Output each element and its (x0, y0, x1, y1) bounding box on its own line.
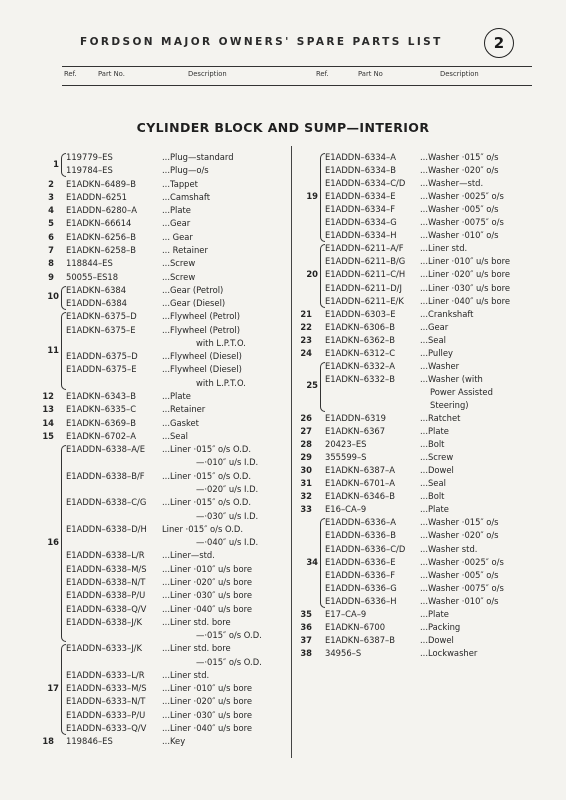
part-description: ...Liner ·030″ u/s bore (162, 709, 252, 720)
part-number: E1ADDN–6211–D/J (325, 282, 402, 293)
part-description: ...Flywheel (Petrol) (162, 324, 240, 335)
part-number: E1ADKN–6335–C (66, 404, 137, 415)
group-bracket (320, 362, 325, 412)
part-number: E1ADDN–6211–C/H (325, 269, 406, 280)
ref-number: 21 (300, 308, 312, 319)
parts-row (0, 151, 566, 164)
part-description: ...Plate (420, 504, 449, 515)
part-description: —·030″ u/s I.D. (196, 510, 259, 521)
part-number: E1ADDN–6333–P/U (66, 709, 146, 720)
ref-number: 27 (300, 426, 312, 437)
part-number: E1ADKN–6375–D (66, 311, 137, 322)
parts-row (0, 255, 566, 268)
part-description: ...Liner ·010″ u/s bore (162, 683, 252, 694)
parts-row (0, 490, 566, 503)
parts-row (0, 503, 566, 516)
part-description: ...Plate (162, 205, 191, 216)
part-description: ...Plug—o/s (162, 165, 209, 176)
part-number: E1ADDN–6338–B/F (66, 470, 145, 481)
part-number: E1ADDN–6333–N/T (66, 696, 146, 707)
part-number: E1ADDN–6338–M/S (66, 563, 147, 574)
part-description: Power Assisted (430, 386, 493, 397)
part-description: ...Gear (162, 218, 191, 229)
parts-row (0, 399, 566, 412)
part-description: ...Liner ·010″ u/s bore (420, 256, 510, 267)
parts-row (0, 386, 566, 399)
part-number: E1ADDN–6336–F (325, 569, 396, 580)
part-number: E1ADKN–6312–C (325, 347, 396, 358)
part-number: E17–CA–9 (325, 608, 367, 619)
parts-row (0, 722, 566, 735)
part-description: ...Washer ·0025″ o/s (420, 556, 504, 567)
ref-number: 18 (42, 736, 54, 747)
part-description: ...Liner ·040″ u/s bore (162, 723, 252, 734)
part-number: E1ADKN–6702–A (66, 430, 136, 441)
part-number: E1ADDN–6338–L/R (66, 550, 145, 561)
part-number: 119784–ES (66, 165, 113, 176)
part-number: E1ADDN–6336–B (325, 530, 396, 541)
parts-row (0, 242, 566, 255)
part-number: E1ADDN–6251 (66, 191, 128, 202)
part-number: E1ADKN–6375–E (66, 324, 136, 335)
ref-number: 12 (42, 391, 54, 402)
part-number: E1ADDN–6211–B/G (325, 256, 406, 267)
part-number: 20423–ES (325, 439, 367, 450)
parts-row (0, 268, 566, 281)
part-description: with L.P.T.O. (196, 377, 246, 388)
part-number: E1ADKN–6369–B (66, 417, 136, 428)
parts-row (0, 334, 566, 347)
group-ref-number: 11 (47, 344, 59, 355)
ref-number: 13 (42, 404, 54, 415)
part-description: ...Liner ·020″ u/s bore (420, 269, 510, 280)
col-partno-left: Part No. (98, 70, 125, 78)
parts-row (0, 229, 566, 242)
part-description: —·015″ o/s O.D. (196, 630, 262, 641)
part-number: E1ADKN–6700 (325, 621, 386, 632)
part-description: ...Gear (420, 321, 449, 332)
part-number: 118844–ES (66, 258, 113, 269)
part-number: E1ADDN–6338–P/U (66, 590, 146, 601)
part-description: ...Dowel (420, 465, 454, 476)
page-number-badge: 2 (484, 28, 514, 58)
part-description: ...Screw (420, 452, 454, 463)
part-description: ...Screw (162, 258, 196, 269)
part-number: E1ADKN–6332–B (325, 373, 395, 384)
group-bracket (320, 244, 325, 307)
parts-row (0, 582, 566, 595)
part-description: ...Washer (with (420, 373, 483, 384)
parts-row (0, 203, 566, 216)
part-description: ...Washer (420, 360, 460, 371)
col-ref-right: Ref. (316, 70, 329, 78)
parts-row (0, 464, 566, 477)
parts-row (0, 360, 566, 373)
part-description: ...Liner ·030″ u/s bore (420, 282, 510, 293)
part-number: E1ADDN–6280–A (66, 205, 137, 216)
part-number: E1ADDN–6338–D/H (66, 523, 147, 534)
part-number: E1ADDN–6211–E/K (325, 295, 404, 306)
part-number: E1ADKN–6346–B (325, 491, 395, 502)
part-number: E1ADDN–6303–E (325, 308, 396, 319)
column-header-row (0, 67, 566, 83)
document-title: FORDSON MAJOR OWNERS' SPARE PARTS LIST (80, 36, 443, 48)
ref-number: 31 (300, 478, 312, 489)
part-description: ...Flywheel (Diesel) (162, 364, 242, 375)
part-number: E1ADDN–6211–A/F (325, 243, 404, 254)
part-number: E1ADKN–6256–B (66, 231, 136, 242)
parts-row (0, 695, 566, 708)
part-description: ...Flywheel (Diesel) (162, 351, 242, 362)
ref-number: 29 (300, 452, 312, 463)
parts-row (0, 634, 566, 647)
ref-number: 33 (300, 504, 312, 515)
part-number: E1ADDN–6334–F (325, 204, 396, 215)
part-description: Steering) (430, 399, 469, 410)
group-ref-number: 17 (47, 683, 59, 694)
part-description: ...Washer std. (420, 543, 478, 554)
ref-number: 6 (48, 231, 54, 242)
part-description: ...Washer ·020″ o/s (420, 165, 499, 176)
part-number: E1ADDN–6338–J/K (66, 616, 142, 627)
parts-row (0, 556, 566, 569)
parts-row (0, 216, 566, 229)
ref-number: 7 (48, 244, 54, 255)
part-number: E1ADDN–6334–B (325, 165, 396, 176)
part-description: ...Seal (162, 430, 188, 441)
part-number: E1ADDN–6334–G (325, 217, 397, 228)
part-description: —·010″ u/s I.D. (196, 457, 259, 468)
page-header (0, 0, 566, 60)
parts-row (0, 595, 566, 608)
part-description: ...Liner std. bore (162, 643, 231, 654)
part-number: E1ADKN–6343–B (66, 391, 136, 402)
group-ref-number: 20 (306, 269, 318, 280)
part-number: E1ADDN–6336–E (325, 556, 396, 567)
part-number: E1ADDN–6334–E (325, 191, 396, 202)
part-description: ...Tappet (162, 178, 198, 189)
part-description: ...Flywheel (Petrol) (162, 311, 240, 322)
ref-number: 15 (42, 430, 54, 441)
parts-row (0, 621, 566, 634)
ref-number: 30 (300, 465, 312, 476)
part-description: ... Gear (162, 231, 193, 242)
parts-row (0, 438, 566, 451)
part-number: E1ADKN–6306–B (325, 321, 395, 332)
part-description: ...Liner ·015″ o/s O.D. (162, 444, 251, 455)
group-ref-number: 16 (47, 537, 59, 548)
parts-row (0, 451, 566, 464)
part-number: E1ADDN–6384 (66, 298, 128, 309)
part-number: E1ADDN–6336–G (325, 582, 397, 593)
ref-number: 26 (300, 413, 312, 423)
parts-row (0, 412, 566, 425)
part-description: ...Gasket (162, 417, 199, 428)
ref-number: 32 (300, 491, 312, 502)
part-description: ...Lockwasher (420, 647, 478, 658)
part-description: ...Plate (420, 608, 449, 619)
part-number: E1ADDN–6333–J/K (66, 643, 142, 654)
part-description: ...Liner ·010″ u/s bore (162, 563, 252, 574)
group-bracket (320, 153, 325, 242)
part-description: ...Plate (162, 391, 191, 402)
part-number: E1ADKN–6384 (66, 284, 127, 295)
part-description: ...Liner ·040″ u/s bore (162, 603, 252, 614)
group-ref-number: 10 (47, 291, 59, 302)
parts-row (0, 516, 566, 529)
parts-row (0, 295, 566, 308)
col-description-left: Description (188, 70, 227, 78)
part-description: ...Washer ·020″ o/s (420, 530, 499, 541)
parts-row (0, 347, 566, 360)
col-description-right: Description (440, 70, 479, 78)
parts-row (0, 735, 566, 748)
part-number: E1ADDN–6336–C/D (325, 543, 406, 554)
part-description: ...Liner ·015″ o/s O.D. (162, 497, 251, 508)
part-description: ...Liner ·020″ u/s bore (162, 576, 252, 587)
part-description: Liner ·015″ o/s O.D. (162, 523, 243, 534)
parts-row (0, 529, 566, 542)
part-description: ...Washer ·010″ o/s (420, 230, 499, 241)
parts-row (0, 569, 566, 582)
part-number: E1ADDN–6375–D (66, 351, 138, 362)
ref-number: 24 (300, 347, 312, 358)
part-number: E1ADDN–6338–A/E (66, 444, 146, 455)
parts-row (0, 190, 566, 203)
part-description: ...Bolt (420, 439, 445, 450)
part-number: E1ADDN–6334–C/D (325, 178, 406, 189)
parts-row (0, 282, 566, 295)
part-number: E1ADDN–6333–M/S (66, 683, 147, 694)
part-number: E1ADDN–6338–N/T (66, 576, 146, 587)
ref-number: 28 (300, 439, 312, 450)
parts-row (0, 608, 566, 621)
part-number: E16–CA–9 (325, 504, 367, 515)
parts-row (0, 682, 566, 695)
part-number: E1ADKN–6362–B (325, 334, 395, 345)
ref-number: 4 (48, 205, 54, 216)
part-number: E1ADKN–6701–A (325, 478, 395, 489)
group-ref-number: 19 (306, 191, 318, 202)
parts-row (0, 647, 566, 660)
part-description: ...Washer ·015″ o/s (420, 152, 499, 162)
parts-row (0, 477, 566, 490)
group-ref-number: 1 (53, 158, 59, 169)
part-number: E1ADKN–66614 (66, 218, 132, 229)
part-description: ...Seal (420, 478, 446, 489)
part-description: ...Liner ·015″ o/s O.D. (162, 470, 251, 481)
part-description: ...Washer ·005″ o/s (420, 569, 499, 580)
part-description: ...Washer ·0025″ o/s (420, 191, 504, 202)
group-bracket (320, 518, 325, 607)
part-description: ...Screw (162, 271, 196, 282)
part-number: E1ADKN–6258–B (66, 244, 136, 255)
col-partno-right: Part No (358, 70, 383, 78)
part-description: ...Camshaft (162, 191, 211, 202)
part-description: ...Seal (420, 334, 446, 345)
part-description: ...Pulley (420, 347, 453, 358)
part-number: E1ADDN–6336–A (325, 517, 396, 528)
part-number: E1ADKN–6332–A (325, 360, 395, 371)
parts-row (0, 709, 566, 722)
ref-number: 36 (300, 621, 312, 632)
part-number: 119779–ES (66, 152, 113, 162)
part-description: ...Gear (Diesel) (162, 298, 226, 309)
parts-row (0, 308, 566, 321)
part-number: E1ADDN–6319 (325, 413, 387, 423)
part-description: ...Liner—std. (162, 550, 215, 561)
ref-number: 5 (48, 218, 54, 229)
part-description: ...Plug—standard (162, 152, 234, 162)
part-description: ...Washer ·015″ o/s (420, 517, 499, 528)
part-number: E1ADDN–6336–H (325, 595, 397, 606)
ref-number: 8 (48, 258, 54, 269)
part-description: ...Liner std. (420, 243, 468, 254)
part-description: ...Washer ·010″ o/s (420, 595, 499, 606)
part-number: E1ADDN–6333–L/R (66, 669, 145, 680)
ref-number: 14 (42, 417, 54, 428)
parts-row (0, 373, 566, 386)
part-description: ...Plate (420, 426, 449, 437)
col-ref-left: Ref. (64, 70, 77, 78)
parts-row (0, 164, 566, 177)
part-number: 355599–S (325, 452, 367, 463)
part-number: 34956–S (325, 647, 362, 658)
part-description: ...Retainer (162, 404, 206, 415)
part-number: E1ADKN–6489–B (66, 178, 136, 189)
group-ref-number: 34 (306, 556, 318, 567)
part-number: E1ADDN–6333–Q/V (66, 723, 147, 734)
parts-row (0, 425, 566, 438)
part-description: ...Bolt (420, 491, 445, 502)
part-description: ...Liner ·040″ u/s bore (420, 295, 510, 306)
part-number: 50055–ES18 (66, 271, 119, 282)
ref-number: 38 (300, 647, 312, 658)
parts-row (0, 321, 566, 334)
part-description: ...Ratchet (420, 413, 461, 423)
part-description: ...Washer ·0075″ o/s (420, 217, 504, 228)
part-description: ...Key (162, 736, 186, 747)
ref-number: 23 (300, 334, 312, 345)
parts-row (0, 177, 566, 190)
part-description: ...Washer ·0075″ o/s (420, 582, 504, 593)
part-number: E1ADDN–6338–Q/V (66, 603, 147, 614)
part-description: —·015″ o/s O.D. (196, 656, 262, 667)
section-title: CYLINDER BLOCK AND SUMP—INTERIOR (136, 120, 430, 135)
part-description: ...Liner ·020″ u/s bore (162, 696, 252, 707)
part-description: ...Packing (420, 621, 461, 632)
ref-number: 2 (48, 178, 54, 189)
part-number: E1ADKN–6387–B (325, 634, 395, 645)
part-number: E1ADDN–6334–H (325, 230, 397, 241)
parts-row (0, 543, 566, 556)
part-number: E1ADDN–6334–A (325, 152, 396, 162)
part-description: —·040″ u/s I.D. (196, 537, 259, 548)
part-description: ...Gear (Petrol) (162, 284, 224, 295)
part-description: —·020″ u/s I.D. (196, 484, 259, 494)
part-description: ...Liner std. (162, 669, 210, 680)
part-description: ...Liner std. bore (162, 616, 231, 627)
part-number: E1ADKN–6367 (325, 426, 386, 437)
header-bottom-rule (62, 85, 532, 86)
part-description: ...Dowel (420, 634, 454, 645)
part-number: E1ADKN–6387–A (325, 465, 395, 476)
part-description: ...Washer ·005″ o/s (420, 204, 499, 215)
part-number: 119846–ES (66, 736, 113, 747)
part-number: E1ADDN–6375–E (66, 364, 137, 375)
part-description: ...Crankshaft (420, 308, 474, 319)
part-description: ...Washer—std. (420, 178, 484, 189)
part-description: with L.P.T.O. (196, 337, 246, 348)
ref-number: 37 (300, 634, 312, 645)
part-number: E1ADDN–6338–C/G (66, 497, 147, 508)
parts-row (0, 669, 566, 682)
group-ref-number: 25 (306, 380, 318, 391)
ref-number: 9 (48, 271, 54, 282)
part-description: ... Retainer (162, 244, 208, 255)
ref-number: 3 (48, 191, 54, 202)
part-description: ...Liner ·030″ u/s bore (162, 590, 252, 601)
ref-number: 22 (300, 321, 312, 332)
ref-number: 35 (300, 608, 312, 619)
